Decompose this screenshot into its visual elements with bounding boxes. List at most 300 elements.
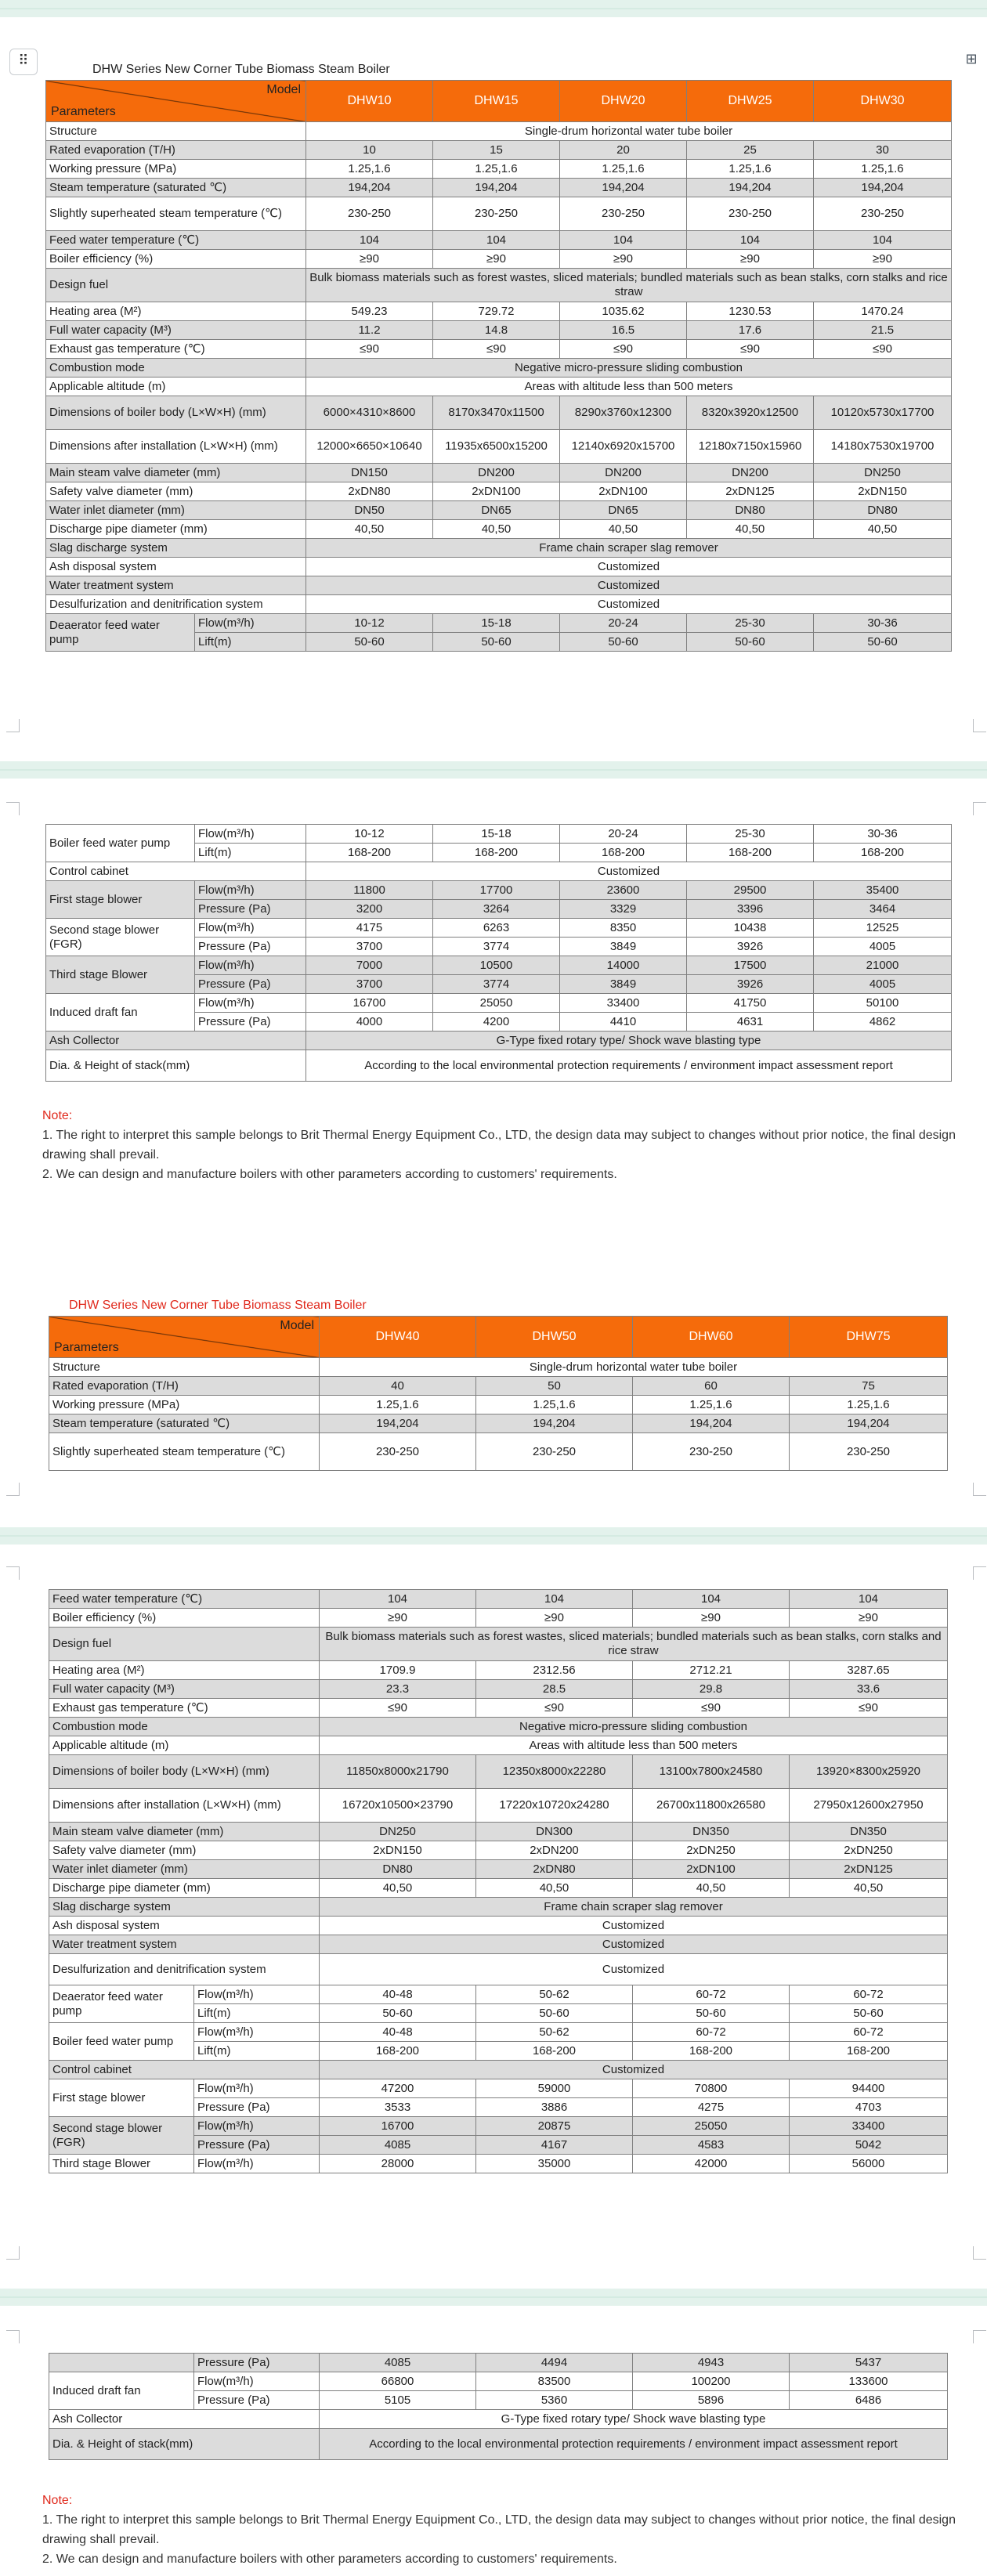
param-label: Dimensions of boiler body (L×W×H) (mm) (46, 396, 306, 430)
value-cell: 3329 (560, 900, 687, 919)
spanned-value: Single-drum horizontal water tube boiler (306, 122, 952, 141)
table-row (46, 250, 952, 269)
value-cell: 5360 (476, 2391, 633, 2410)
value-cell: 3464 (814, 900, 952, 919)
spanned-value: According to the local environmental protection requirements / environment impact assessment report (320, 2429, 948, 2460)
sub-label: Flow(m³/h) (195, 919, 306, 938)
value-cell: 50-60 (476, 2004, 633, 2023)
value-cell: 194,204 (687, 179, 814, 197)
value-cell: 7000 (306, 956, 433, 975)
param-label: Ash Collector (46, 1031, 306, 1050)
param-label: Deaerator feed water pump (49, 1985, 194, 2023)
param-label: Heating area (M²) (49, 1661, 320, 1680)
value-cell: 17.6 (687, 321, 814, 340)
value-cell: 26700x11800x26580 (633, 1789, 790, 1823)
value-cell: 168-200 (687, 844, 814, 862)
value-cell: 3774 (433, 938, 560, 956)
value-cell: DN80 (320, 1860, 476, 1879)
sub-label: Pressure (Pa) (194, 2136, 320, 2155)
value-cell: DN65 (560, 501, 687, 520)
param-label: Discharge pipe diameter (mm) (49, 1879, 320, 1898)
value-cell: 42000 (633, 2155, 790, 2173)
value-cell: 47200 (320, 2079, 476, 2098)
param-label: Deaerator feed water pump (46, 614, 195, 652)
value-cell: DN200 (560, 464, 687, 482)
value-cell: 104 (476, 1590, 633, 1609)
param-label: Water inlet diameter (mm) (46, 501, 306, 520)
table-row (46, 862, 952, 881)
margin-mark (6, 1483, 20, 1496)
value-cell: 10-12 (306, 825, 433, 844)
margin-mark (6, 719, 20, 732)
value-cell: 4085 (320, 2136, 476, 2155)
table-title: DHW Series New Corner Tube Biomass Steam Boiler (92, 63, 390, 76)
spanned-value: Frame chain scraper slag remover (320, 1898, 948, 1917)
param-label: Rated evaporation (T/H) (46, 141, 306, 160)
value-cell: 13100x7800x24580 (633, 1755, 790, 1789)
spanned-value: Bulk biomass materials such as forest wastes, sliced materials; bundled materials such as bean stalks, corn stalks and rice straw (320, 1628, 948, 1661)
value-cell: 2xDN100 (433, 482, 560, 501)
table-row (46, 160, 952, 179)
value-cell: 4494 (476, 2354, 633, 2372)
value-cell: 2xDN100 (633, 1860, 790, 1879)
table-row (49, 1661, 948, 1680)
param-label: Exhaust gas temperature (℃) (49, 1699, 320, 1718)
table-row (49, 1898, 948, 1917)
spec-table (49, 1316, 948, 1471)
value-cell: ≥90 (633, 1609, 790, 1628)
table-row (49, 1396, 948, 1414)
table-row (49, 1590, 948, 1609)
table-row (46, 1050, 952, 1082)
param-label: Steam temperature (saturated ℃) (46, 179, 306, 197)
sub-label: Pressure (Pa) (195, 975, 306, 994)
value-cell: 10438 (687, 919, 814, 938)
value-cell: 8170x3470x11500 (433, 396, 560, 430)
param-label: Applicable altitude (m) (46, 378, 306, 396)
table-handle-icon[interactable]: ⠿ (9, 49, 38, 75)
value-cell: ≥90 (306, 250, 433, 269)
table-row (49, 1358, 948, 1377)
model-header: DHW50 (476, 1317, 633, 1358)
value-cell: ≤90 (306, 340, 433, 359)
value-cell: 60-72 (633, 2023, 790, 2042)
table-row (46, 269, 952, 302)
sub-label: Flow(m³/h) (194, 2023, 320, 2042)
value-cell: 1.25,1.6 (306, 160, 433, 179)
param-label: Feed water temperature (℃) (46, 231, 306, 250)
value-cell: 729.72 (433, 302, 560, 321)
param-label: Slag discharge system (46, 539, 306, 558)
model-header-label: Model (280, 1319, 314, 1332)
spanned-value: Negative micro-pressure sliding combustion (306, 359, 952, 378)
value-cell: DN65 (433, 501, 560, 520)
value-cell: 168-200 (560, 844, 687, 862)
table-row (49, 1317, 948, 1358)
value-cell: 40 (320, 1377, 476, 1396)
value-cell: 104 (687, 231, 814, 250)
value-cell: 3774 (433, 975, 560, 994)
spanned-value: G-Type fixed rotary type/ Shock wave blasting type (306, 1031, 952, 1050)
table-row (46, 614, 952, 633)
value-cell: 12525 (814, 919, 952, 938)
value-cell: ≥90 (560, 250, 687, 269)
value-cell: 1709.9 (320, 1661, 476, 1680)
value-cell: 11935x6500x15200 (433, 430, 560, 464)
param-label: Applicable altitude (m) (49, 1736, 320, 1755)
param-label: Control cabinet (46, 862, 306, 881)
value-cell: 16.5 (560, 321, 687, 340)
value-cell: 104 (633, 1590, 790, 1609)
value-cell: 14180x7530x19700 (814, 430, 952, 464)
spanned-value: Customized (306, 862, 952, 881)
value-cell: 4005 (814, 938, 952, 956)
header-corner (49, 1317, 320, 1358)
param-label: Rated evaporation (T/H) (49, 1377, 320, 1396)
value-cell: 5896 (633, 2391, 790, 2410)
table-row (49, 1609, 948, 1628)
value-cell: 1035.62 (560, 302, 687, 321)
value-cell: 168-200 (814, 844, 952, 862)
table-row (46, 881, 952, 900)
margin-mark (973, 719, 986, 732)
value-cell: 16720x10500×23790 (320, 1789, 476, 1823)
model-header: DHW25 (687, 81, 814, 122)
model-header: DHW30 (814, 81, 952, 122)
value-cell: 133600 (790, 2372, 948, 2391)
sub-label: Flow(m³/h) (195, 994, 306, 1013)
value-cell: 1.25,1.6 (476, 1396, 633, 1414)
param-label: Discharge pipe diameter (mm) (46, 520, 306, 539)
value-cell: 33400 (790, 2117, 948, 2136)
param-label: Combustion mode (46, 359, 306, 378)
value-cell: DN250 (320, 1823, 476, 1841)
value-cell: 50-60 (814, 633, 952, 652)
table-row (46, 340, 952, 359)
table-row (49, 1414, 948, 1433)
value-cell: DN250 (814, 464, 952, 482)
param-label: Dimensions after installation (L×W×H) (mm) (49, 1789, 320, 1823)
sub-label: Pressure (Pa) (194, 2354, 320, 2372)
sub-label: Flow(m³/h) (195, 614, 306, 633)
value-cell: 40,50 (433, 520, 560, 539)
param-label: Control cabinet (49, 2061, 320, 2079)
spanned-value: Areas with altitude less than 500 meters (320, 1736, 948, 1755)
value-cell: 1230.53 (687, 302, 814, 321)
value-cell: 20-24 (560, 825, 687, 844)
margin-mark (973, 802, 986, 815)
spanned-value: Bulk biomass materials such as forest wastes, sliced materials; bundled materials such as bean stalks, corn stalks and rice straw (306, 269, 952, 302)
value-cell: 230-250 (687, 197, 814, 231)
value-cell: 1.25,1.6 (687, 160, 814, 179)
value-cell: 4005 (814, 975, 952, 994)
margin-mark (973, 1483, 986, 1496)
value-cell: 15-18 (433, 825, 560, 844)
value-cell: 4631 (687, 1013, 814, 1031)
table-row (49, 2410, 948, 2429)
value-cell: 50100 (814, 994, 952, 1013)
value-cell: 168-200 (790, 2042, 948, 2061)
value-cell: 2312.56 (476, 1661, 633, 1680)
margin-mark (973, 2330, 986, 2343)
value-cell: 70800 (633, 2079, 790, 2098)
value-cell: 10-12 (306, 614, 433, 633)
value-cell: 549.23 (306, 302, 433, 321)
value-cell: 14.8 (433, 321, 560, 340)
value-cell: 194,204 (633, 1414, 790, 1433)
value-cell: 94400 (790, 2079, 948, 2098)
value-cell: 20-24 (560, 614, 687, 633)
notes-block (42, 2491, 979, 2569)
value-cell: 30-36 (814, 825, 952, 844)
margin-mark (6, 802, 20, 815)
value-cell: 2xDN100 (560, 482, 687, 501)
param-label: Ash disposal system (46, 558, 306, 576)
model-header: DHW60 (633, 1317, 790, 1358)
value-cell: 4703 (790, 2098, 948, 2117)
value-cell: 30-36 (814, 614, 952, 633)
spanned-value: Negative micro-pressure sliding combustion (320, 1718, 948, 1736)
table-row (49, 1377, 948, 1396)
value-cell: 4862 (814, 1013, 952, 1031)
value-cell: DN350 (633, 1823, 790, 1841)
value-cell: 6263 (433, 919, 560, 938)
value-cell: 4167 (476, 2136, 633, 2155)
table-row (46, 396, 952, 430)
value-cell: 40,50 (306, 520, 433, 539)
value-cell: 59000 (476, 2079, 633, 2098)
value-cell: 27950x12600x27950 (790, 1789, 948, 1823)
value-cell: ≥90 (433, 250, 560, 269)
table-row (46, 197, 952, 231)
value-cell: 104 (306, 231, 433, 250)
table-row (49, 1841, 948, 1860)
spanned-value: According to the local environmental protection requirements / environment impact assessment report (306, 1050, 952, 1082)
note-label: Note: (42, 1109, 73, 1122)
value-cell: 66800 (320, 2372, 476, 2391)
value-cell: 104 (433, 231, 560, 250)
table-row (49, 1860, 948, 1879)
sub-label: Pressure (Pa) (195, 938, 306, 956)
value-cell: ≤90 (476, 1699, 633, 1718)
value-cell: 60-72 (790, 1985, 948, 2004)
value-cell: 50 (476, 1377, 633, 1396)
value-cell: 2xDN125 (687, 482, 814, 501)
value-cell: DN300 (476, 1823, 633, 1841)
value-cell: 1.25,1.6 (814, 160, 952, 179)
page-gap (0, 1527, 987, 1545)
value-cell: 23.3 (320, 1680, 476, 1699)
param-label: Desulfurization and denitrification system (46, 595, 306, 614)
value-cell: 4943 (633, 2354, 790, 2372)
param-label: Boiler efficiency (%) (49, 1609, 320, 1628)
value-cell: 16700 (306, 994, 433, 1013)
param-label: Design fuel (46, 269, 306, 302)
value-cell: 230-250 (633, 1433, 790, 1471)
sub-label: Flow(m³/h) (194, 2117, 320, 2136)
value-cell: 6000×4310×8600 (306, 396, 433, 430)
value-cell: 3200 (306, 900, 433, 919)
table-row (49, 2372, 948, 2391)
table-row (46, 464, 952, 482)
value-cell: DN200 (687, 464, 814, 482)
param-label: Slightly superheated steam temperature (℃) (49, 1433, 320, 1471)
note-line: 2. We can design and manufacture boilers with other parameters according to customers' requirements. (42, 2553, 617, 2566)
value-cell: 4200 (433, 1013, 560, 1031)
value-cell: 3700 (306, 975, 433, 994)
value-cell: 25050 (433, 994, 560, 1013)
table-row (49, 1736, 948, 1755)
value-cell: 8290x3760x12300 (560, 396, 687, 430)
value-cell: 194,204 (306, 179, 433, 197)
param-label: Feed water temperature (℃) (49, 1590, 320, 1609)
param-label: Boiler efficiency (%) (46, 250, 306, 269)
value-cell: 40,50 (633, 1879, 790, 1898)
value-cell: 15-18 (433, 614, 560, 633)
value-cell: 230-250 (476, 1433, 633, 1471)
spanned-value: Customized (306, 558, 952, 576)
table-row (46, 430, 952, 464)
sub-label: Flow(m³/h) (194, 2079, 320, 2098)
value-cell: 33400 (560, 994, 687, 1013)
table-layout-icon[interactable]: ⊞ (965, 51, 978, 67)
value-cell: DN80 (814, 501, 952, 520)
table-row (46, 141, 952, 160)
spanned-value: Customized (320, 2061, 948, 2079)
table-row (49, 1917, 948, 1935)
value-cell: DN200 (433, 464, 560, 482)
model-header: DHW20 (560, 81, 687, 122)
param-label: Slag discharge system (49, 1898, 320, 1917)
table-row (49, 2079, 948, 2098)
value-cell: ≤90 (560, 340, 687, 359)
param-label: Design fuel (49, 1628, 320, 1661)
table-row (49, 1879, 948, 1898)
param-label: Structure (46, 122, 306, 141)
model-header: DHW10 (306, 81, 433, 122)
value-cell: 40-48 (320, 2023, 476, 2042)
table-row (46, 359, 952, 378)
value-cell: 40-48 (320, 1985, 476, 2004)
value-cell: 230-250 (306, 197, 433, 231)
value-cell: 35400 (814, 881, 952, 900)
table-row (46, 825, 952, 844)
table-row (46, 558, 952, 576)
sub-label: Lift(m) (194, 2042, 320, 2061)
value-cell: 194,204 (790, 1414, 948, 1433)
page-gap (0, 0, 987, 17)
header-corner (46, 81, 306, 122)
value-cell: 194,204 (560, 179, 687, 197)
value-cell: DN150 (306, 464, 433, 482)
value-cell: 40,50 (476, 1879, 633, 1898)
param-label: Desulfurization and denitrification system (49, 1954, 320, 1985)
param-label: Slightly superheated steam temperature (℃) (46, 197, 306, 231)
value-cell: 1.25,1.6 (790, 1396, 948, 1414)
value-cell: 168-200 (633, 2042, 790, 2061)
value-cell: ≤90 (814, 340, 952, 359)
note-line: 1. The right to interpret this sample belongs to Brit Thermal Energy Equipment Co., LTD, the design data may subject to changes without prior notice, the final design drawing shall prevail. (42, 2513, 956, 2546)
spanned-value: Single-drum horizontal water tube boiler (320, 1358, 948, 1377)
param-label: First stage blower (46, 881, 195, 919)
value-cell: ≤90 (687, 340, 814, 359)
param-label: Combustion mode (49, 1718, 320, 1736)
table-row (49, 2023, 948, 2042)
value-cell: 194,204 (320, 1414, 476, 1433)
value-cell: 3849 (560, 938, 687, 956)
value-cell: 104 (320, 1590, 476, 1609)
value-cell: 40,50 (790, 1879, 948, 1898)
table-row (49, 1789, 948, 1823)
table-row (46, 179, 952, 197)
sub-label: Flow(m³/h) (195, 881, 306, 900)
param-label: Third stage Blower (49, 2155, 194, 2173)
param-label: Induced draft fan (46, 994, 195, 1031)
model-header: DHW15 (433, 81, 560, 122)
value-cell: 17220x10720x24280 (476, 1789, 633, 1823)
margin-mark (973, 1566, 986, 1580)
param-label: Water treatment system (46, 576, 306, 595)
sub-label: Pressure (Pa) (194, 2098, 320, 2117)
value-cell: 230-250 (320, 1433, 476, 1471)
table-row (46, 956, 952, 975)
table-row (49, 2354, 948, 2372)
param-label: Working pressure (MPa) (46, 160, 306, 179)
table-row (46, 576, 952, 595)
value-cell: DN50 (306, 501, 433, 520)
spanned-value: Customized (320, 1935, 948, 1954)
value-cell: 4275 (633, 2098, 790, 2117)
value-cell: 194,204 (814, 179, 952, 197)
value-cell: 6486 (790, 2391, 948, 2410)
sub-label: Pressure (Pa) (194, 2391, 320, 2410)
value-cell: 4000 (306, 1013, 433, 1031)
table-row (49, 2155, 948, 2173)
value-cell: 4175 (306, 919, 433, 938)
sub-label: Flow(m³/h) (194, 1985, 320, 2004)
value-cell: 104 (814, 231, 952, 250)
param-label: Safety valve diameter (mm) (46, 482, 306, 501)
value-cell: 2xDN150 (320, 1841, 476, 1860)
spec-table (49, 1589, 948, 2173)
value-cell: 60-72 (790, 2023, 948, 2042)
value-cell: 14000 (560, 956, 687, 975)
value-cell: 2xDN250 (633, 1841, 790, 1860)
value-cell: 50-62 (476, 1985, 633, 2004)
param-label: Second stage blower (FGR) (49, 2117, 194, 2155)
value-cell: 12140x6920x15700 (560, 430, 687, 464)
model-header-label: Model (266, 83, 301, 96)
table-row (46, 482, 952, 501)
value-cell: 10500 (433, 956, 560, 975)
table-row (49, 1433, 948, 1471)
value-cell: 29.8 (633, 1680, 790, 1699)
table-row (46, 302, 952, 321)
sub-label: Lift(m) (194, 2004, 320, 2023)
margin-mark (6, 2246, 20, 2260)
table-row (46, 919, 952, 938)
value-cell: 40,50 (687, 520, 814, 539)
table-row (46, 595, 952, 614)
value-cell: 4583 (633, 2136, 790, 2155)
table-row (49, 2061, 948, 2079)
note-line: 2. We can design and manufacture boilers with other parameters according to customers' requirements. (42, 1168, 617, 1181)
sub-label: Pressure (Pa) (195, 1013, 306, 1031)
value-cell: 25050 (633, 2117, 790, 2136)
value-cell: 28.5 (476, 1680, 633, 1699)
param-label: Third stage Blower (46, 956, 195, 994)
param-label: Dimensions after installation (L×W×H) (mm) (46, 430, 306, 464)
